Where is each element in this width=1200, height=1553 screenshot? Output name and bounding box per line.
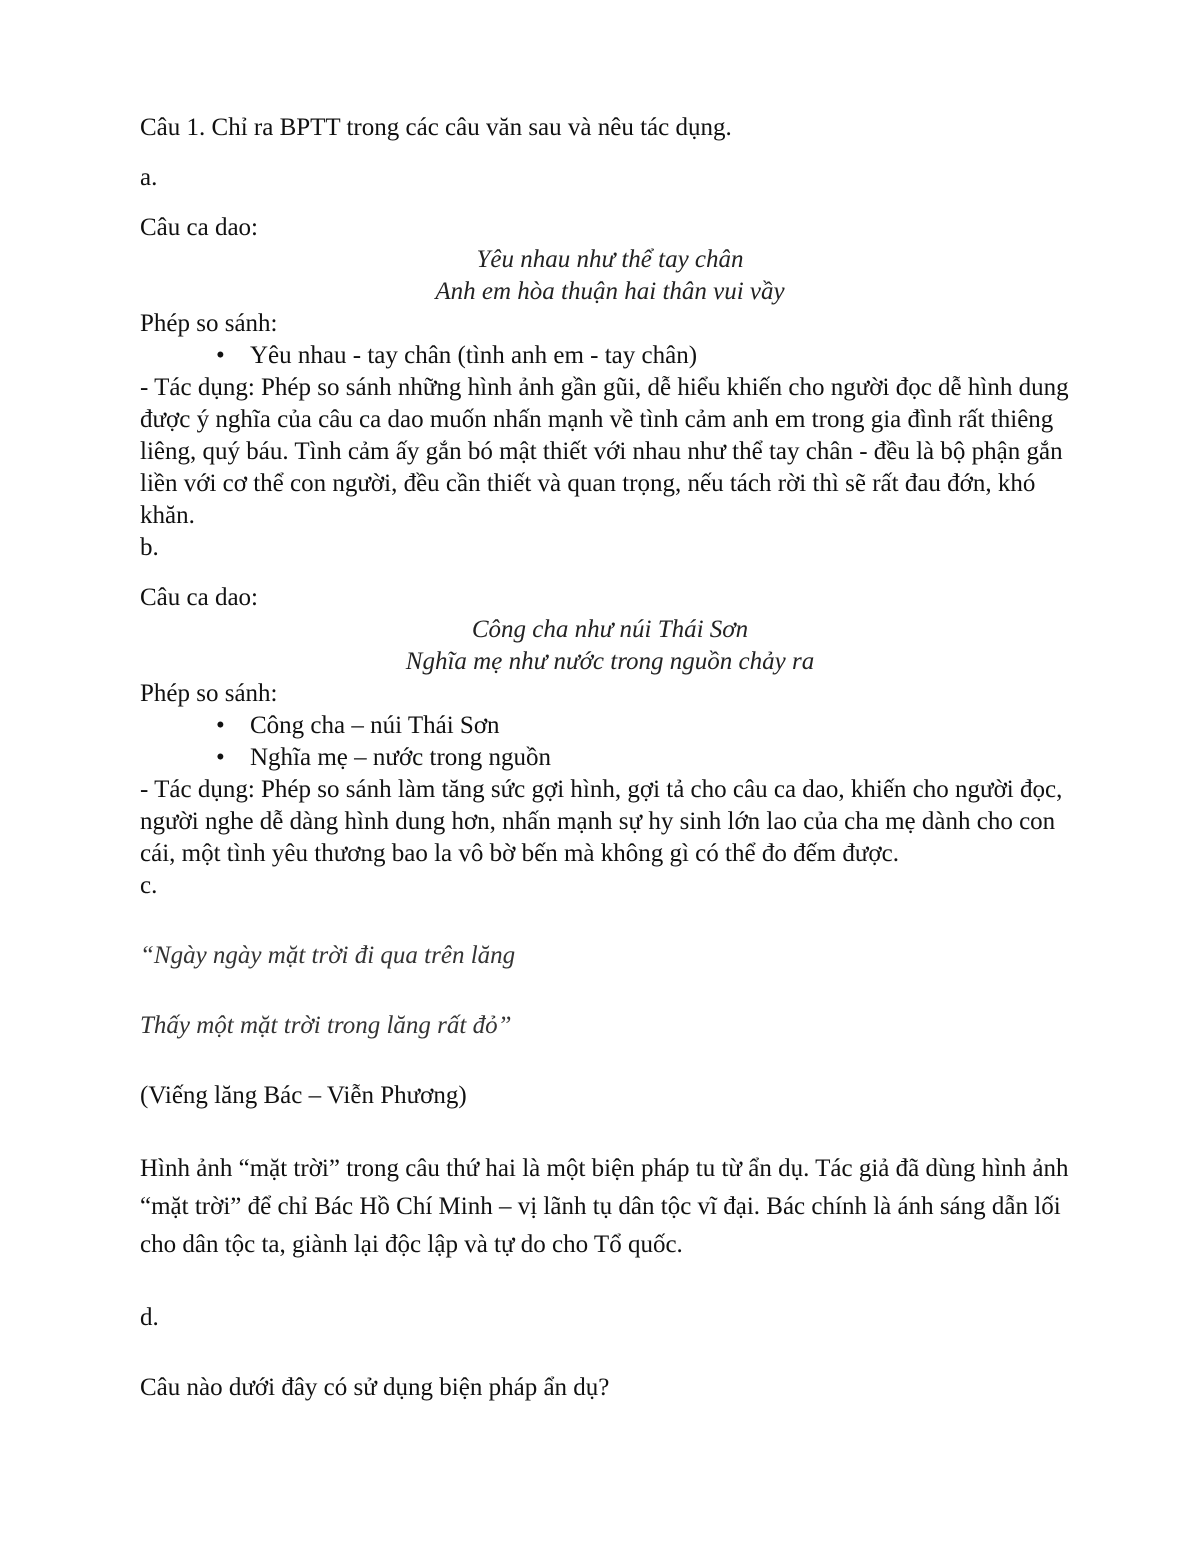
part-b-intro: Câu ca dao: bbox=[140, 584, 259, 611]
part-b-verse-line-1: Công cha như núi Thái Sơn bbox=[471, 616, 749, 643]
document-body bbox=[140, 112, 1080, 1404]
list-item bbox=[216, 710, 1080, 742]
part-c-label: c. bbox=[140, 872, 158, 899]
list-item bbox=[216, 742, 1080, 774]
list-item bbox=[216, 340, 1080, 372]
part-a-bullet-list bbox=[140, 340, 1080, 372]
part-a-intro: Câu ca dao: bbox=[140, 214, 259, 241]
part-a-effect: - Tác dụng: Phép so sánh những hình ảnh gần gũi, dễ hiểu khiến cho người đọc dễ hình dung được ý nghĩa của câu ca dao muốn nhấn mạnh về tình cảm anh em trong gia đình rất thiêng liêng, quý báu. Tình cảm ấy gắn bó mật thiết với nhau như thể tay chân - đều là bộ phận gắn liền với cơ thể con người, đều cần thiết và quan trọng, nếu tách rời thì sẽ rất đau đớn, khó khăn. bbox=[140, 374, 1069, 529]
part-b-bullet-text-2: Nghĩa mẹ – nước trong nguồn bbox=[250, 744, 552, 771]
question-title: Câu 1. Chỉ ra BPTT trong các câu văn sau và nêu tác dụng. bbox=[140, 114, 732, 141]
part-b-bullet-list bbox=[140, 710, 1080, 774]
part-a-label: a. bbox=[140, 164, 158, 191]
part-b-label: b. bbox=[140, 534, 159, 561]
part-c-source: (Viếng lăng Bác – Viễn Phương) bbox=[140, 1082, 467, 1109]
part-b-device-label: Phép so sánh: bbox=[140, 680, 278, 707]
part-a-verse-line-1: Yêu nhau như thể tay chân bbox=[476, 246, 744, 273]
part-b-bullet-text-1: Công cha – núi Thái Sơn bbox=[250, 712, 500, 739]
bullet-icon: • bbox=[216, 744, 225, 771]
part-d-question: Câu nào dưới đây có sử dụng biện pháp ẩn dụ? bbox=[140, 1374, 610, 1401]
part-a-device-label: Phép so sánh: bbox=[140, 310, 278, 337]
part-b-verse-line-2: Nghĩa mẹ như nước trong nguồn chảy ra bbox=[405, 648, 815, 675]
part-a-verse-line-2: Anh em hòa thuận hai thân vui vầy bbox=[435, 278, 785, 305]
part-c-quote-line-1: “Ngày ngày mặt trời đi qua trên lăng bbox=[140, 942, 516, 969]
bullet-icon: • bbox=[216, 712, 225, 739]
part-a-bullet-text: Yêu nhau - tay chân (tình anh em - tay chân) bbox=[250, 342, 698, 369]
bullet-icon: • bbox=[216, 342, 225, 369]
part-b-effect: - Tác dụng: Phép so sánh làm tăng sức gợi hình, gợi tả cho câu ca dao, khiến cho người đọc, người nghe dễ dàng hình dung hơn, nhấn mạnh sự hy sinh lớn lao của cha mẹ dành cho con cái, một tình yêu thương bao la vô bờ bến mà không gì có thể đo đếm được. bbox=[140, 776, 1063, 867]
part-d-label: d. bbox=[140, 1304, 159, 1331]
part-c-analysis: Hình ảnh “mặt trời” trong câu thứ hai là một biện pháp tu từ ẩn dụ. Tác giả đã dùng hình ảnh “mặt trời” để chỉ Bác Hồ Chí Minh – vị lãnh tụ dân tộc vĩ đại. Bác chính là ánh sáng dẫn lối cho dân tộc ta, giành lại độc lập và tự do cho Tổ quốc. bbox=[140, 1155, 1069, 1258]
part-c-quote-line-2: Thấy một mặt trời trong lăng rất đỏ” bbox=[140, 1012, 512, 1039]
